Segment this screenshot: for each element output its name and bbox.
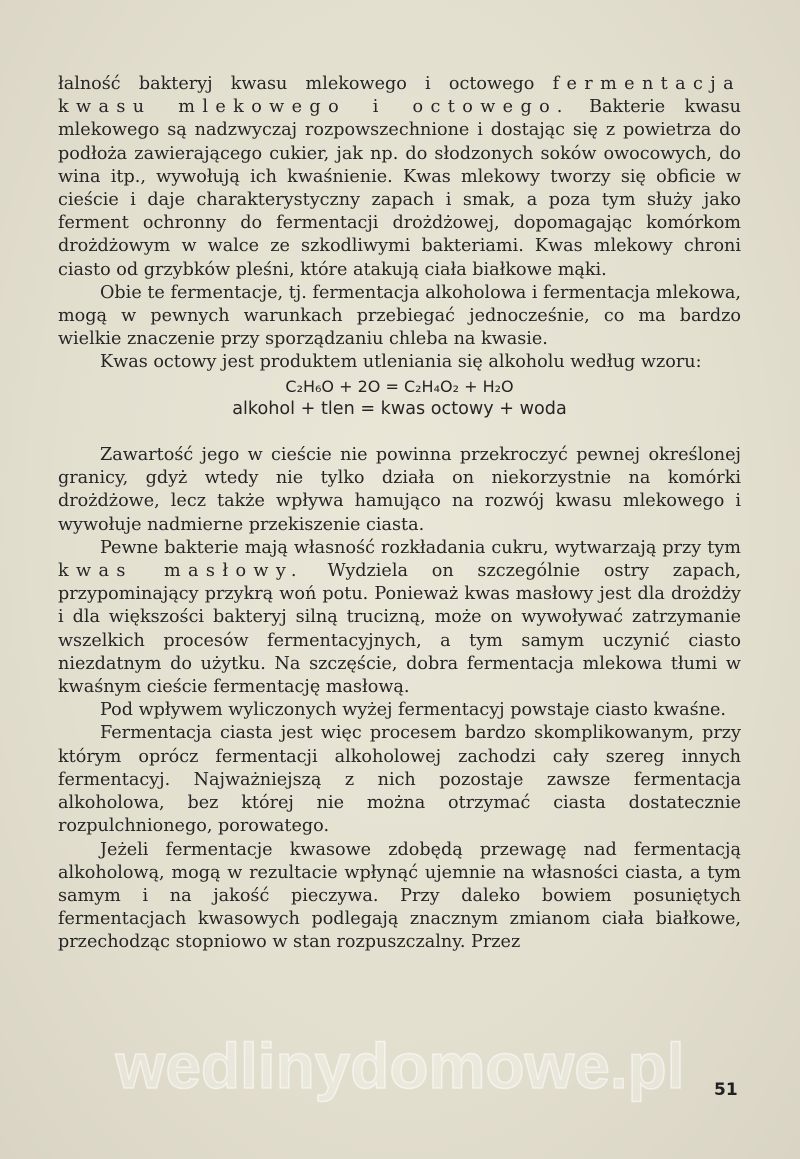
paragraph-butyric-acid: Pewne bakterie mają własność rozkładania cukru, wytwarzają przy tym kwas masłowy. Wydziela on szczególnie ostry zapach, przypominający przykrą woń potu. Ponieważ kwas masłowy jest dla drożdży i dla większości bakteryj silną trucizną, może on wywoływać zatrzymanie wszelkich procesów fermentacyjnych, a tym samym uczynić ciasto niezdatnym do użytku. Na szczęście, dobra fermentacja mlekowa tłumi w kwaśnym cieście fermentację masłową. [58, 537, 741, 698]
watermark-logo [80, 1030, 720, 1110]
page-number: 51 [714, 1080, 738, 1100]
paragraph-both-fermentations: Obie te fermentacje, tj. fermentacja alkoholowa i fermentacja mlekowa, mogą w pewnych warunkach przebiegać jednocześnie, co ma bardzo wielkie znaczenie przy sporządzaniu chleba na kwasie. [58, 282, 741, 350]
chemical-equation: C₂H₆O + 2O = C₂H₄O₂ + H₂O [285, 376, 514, 396]
paragraph-content-limit: Zawartość jego w cieście nie powinna przekroczyć pewnej określonej granicy, gdyż wtedy nie tylko działa on niekorzystnie na komórki drożdżowe, lecz także wpływa hamująco na rozwój kwasu mlekowego i wywołuje nadmierne przekiszenie ciasta. [58, 445, 741, 535]
watermark-text: wedlinydomowe.pl [115, 1030, 685, 1102]
paragraph-complex-process: Fermentacja ciasta jest więc procesem bardzo skomplikowanym, przy którym oprócz fermentacji alkoholowej zachodzi cały szereg innych fermentacyj. Najważniejszą z nich pozostaje zawsze fermentacja alkoholowa, bez której nie można otrzymać ciasta dostatecznie rozpulchnionego, porowatego. [58, 723, 741, 837]
spaced-emphasis: fermentacja kwasu mlekowego i octowego. [58, 74, 741, 118]
paragraph-sour-dough: Pod wpływem wyliczonych wyżej fermentacyj powstaje ciasto kwaśne. [100, 700, 726, 721]
paragraph-acetic-acid: Kwas octowy jest produktem utleniania się alkoholu według wzoru: [100, 352, 702, 373]
watermark-graphic [80, 1030, 720, 1110]
paragraph-lactic-bacteria: łalność bakteryj kwasu mlekowego i octowego fermentacja kwasu mlekowego i octowego. Bakterie kwasu mlekowego są nadzwyczaj rozpowszechnione i dostając się z powietrza do podłoża zawierającego cukier, jak np. do słodzonych soków owocowych, do wina itp., wywołują ich kwaśnienie. Kwas mlekowy tworzy się obficie w cieście i daje charakterystyczny zapach i smak, a poza tym służy jako ferment ochronny do fermentacji drożdżowej, dopomagając komórkom drożdżowym w walce ze szkodliwymi bakteriami. Kwas mlekowy chroni ciasto od grzybków pleśni, które atakują ciała białkowe mąki. [58, 74, 742, 280]
paragraph-acid-dominance: Jeżeli fermentacje kwasowe zdobędą przewagę nad fermentacją alkoholową, mogą w rezultacie wpłynąć ujemnie na własności ciasta, a tym samym i na jakość pieczywa. Przy daleko bowiem posuniętych fermentacjach kwasowych podlegają znacznym zmianom ciała białkowe, przechodząc stopniowo w stan rozpuszczalny. Przez [58, 839, 741, 953]
word-equation: alkohol + tlen = kwas octowy + woda [232, 398, 567, 419]
page-body-text [58, 73, 741, 955]
spaced-emphasis: kwas masłowy. [58, 561, 304, 582]
